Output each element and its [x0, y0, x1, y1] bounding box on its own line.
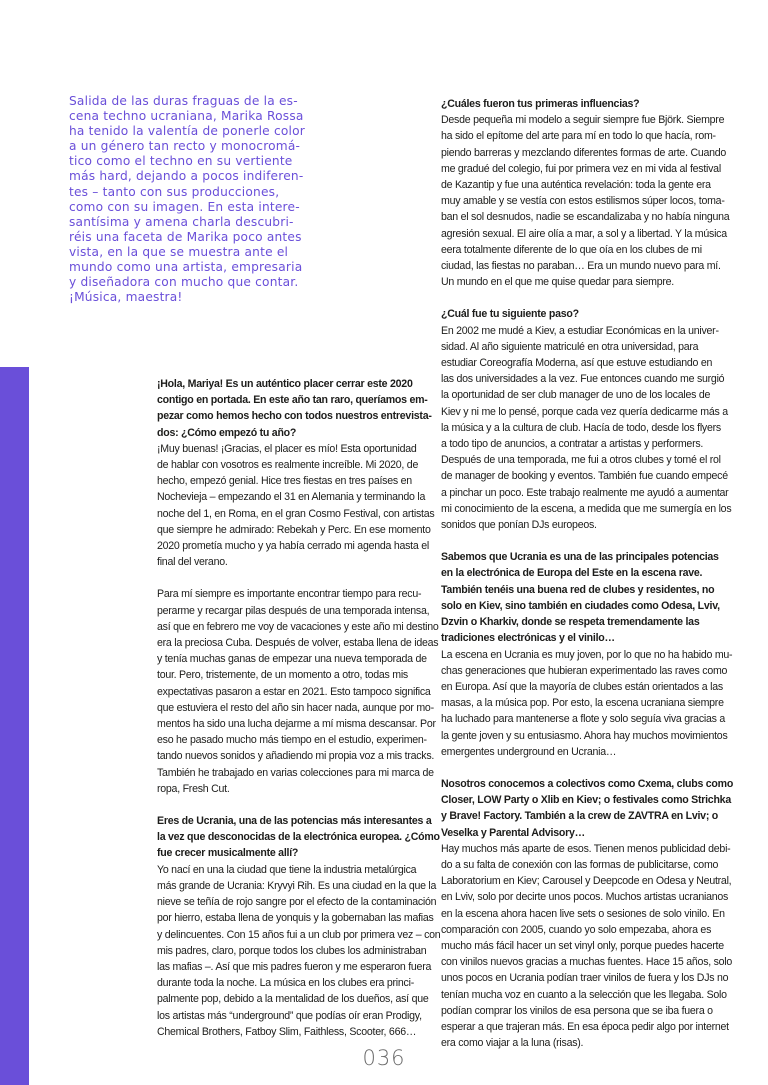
text-line: emergentes underground en Ucrania…	[441, 745, 617, 758]
interview-question	[441, 776, 734, 841]
text-line: era la preciosa Cuba. Después de volver, estaba llena de ideas	[157, 637, 439, 650]
intro-line: ¡Música, maestra!	[69, 290, 183, 305]
text-line: de Kazantip y fue una auténtica revelación: toda la gente era	[441, 179, 711, 192]
interview-question	[441, 306, 721, 322]
interview-question	[157, 813, 440, 862]
intro-line: como con su imagen. En esta intere-	[69, 199, 300, 214]
text-line: que siempre he admirado: Rebekah y Perc. En ese momento	[157, 523, 431, 536]
text-line: final del verano.	[157, 556, 228, 569]
text-line: con vinilos nuevos gracias a muchas fuentes. Hace 15 años, solo	[441, 956, 733, 969]
intro-line: Salida de las duras fraguas de la es-	[69, 94, 298, 108]
text-line: esperar a que trajeran más. En esa época pedir algo por internet	[441, 1020, 729, 1033]
text-line: contigo en portada. En este año tan raro, queríamos em-	[157, 394, 428, 407]
text-line: y tenía muchas ganas de empezar una nueva temporada de	[157, 653, 427, 666]
paragraph-gap	[157, 570, 420, 586]
text-line: la oportunidad de ser club manager de uno de los locales de	[441, 389, 711, 402]
text-line: de hablar con vosotros es realmente increíble. Mi 2020, de	[157, 459, 419, 472]
text-line: ciudad, las fiestas no paraban… Era un mundo nuevo para mí.	[441, 260, 721, 273]
interview-answer	[157, 586, 439, 797]
text-line: La escena en Ucrania es muy joven, por lo que no ha habido mu-	[441, 648, 733, 661]
text-line: a pinchar un poco. Este trabajo realmente me ayudó a aumentar	[441, 486, 729, 499]
text-line: tando nuevos sonidos y añadiendo mi propia voz a mis tracks.	[157, 750, 435, 763]
text-line: En 2002 me mudé a Kiev, a estudiar Económicas en la univer-	[441, 324, 719, 337]
text-line: tradiciones electrónicas y el vinilo…	[441, 632, 615, 645]
text-line: me gradué del colegio, fui por primera vez en mi vida al festival	[441, 162, 721, 175]
text-line: Después de una temporada, me fui a otros clubes y tomé el rol	[441, 454, 721, 467]
text-line: mis padres, claro, porque todos los clubes los administraban	[157, 944, 427, 957]
text-line: mucho más fácil hacer un set vinyl only, porque puedes hacerte	[441, 939, 724, 952]
text-line: do a su falta de conexión con las formas de publicitarse, como	[441, 858, 719, 871]
interview-answer	[157, 862, 441, 1040]
text-line: piendo barreras y mezclando diferentes formas de arte. Cuando	[441, 146, 727, 159]
text-line: Hay muchos más aparte de esos. Tienen menos publicidad debi-	[441, 842, 731, 855]
intro-line: más hard, dejando a pocos indiferen-	[69, 169, 304, 184]
text-line: chas generaciones que hubieran experimentado las raves como	[441, 664, 728, 677]
text-line: en la escena ahora hacen live sets o sesiones de solo vinilo. En	[441, 907, 725, 920]
page-number: 036	[362, 1046, 406, 1070]
intro-line: réis una faceta de Marika poco antes	[69, 229, 302, 244]
text-line: noche del 1, en Roma, en el gran Cosmo Festival, con artistas	[157, 507, 435, 520]
interview-answer	[441, 841, 733, 1052]
text-line: Para mí siempre es importante encontrar tiempo para recu-	[157, 588, 422, 601]
text-line: Chemical Brothers, Fatboy Slim, Faithless, Scooter, 666…	[157, 1025, 417, 1038]
text-line: También tenéis una buena red de clubes y residentes, no	[441, 583, 715, 596]
text-line: mentos ha sido una lucha dejarme a mí misma descansar. Por	[157, 718, 436, 731]
text-line: tenían mucha voz en cuanto a la selección que les llegaba. Solo	[441, 988, 727, 1001]
text-line: Dzvin o Kharkiv, donde se respeta tremendamente las	[441, 616, 700, 629]
text-line: eso he pasado mucho más tiempo en el estudio, experimen-	[157, 734, 427, 747]
text-line: Desde pequeña mi modelo a seguir siempre fue Björk. Siempre	[441, 114, 725, 127]
text-line: más grande de Ucrania: Kryvyi Rih. Es una ciudad en la que la	[157, 879, 437, 892]
text-line: unos pocos en Ucrania podían traer vinilos de fuera y los DJs no	[441, 972, 729, 985]
text-line: pezar como hemos hecho con todos nuestros entrevista-	[157, 410, 432, 423]
text-line: Nosotros conocemos a colectivos como Cxema, clubs como	[441, 777, 734, 790]
text-line: comparación con 2005, cuando yo solo empezaba, ahora es	[441, 923, 712, 936]
interview-question	[441, 549, 721, 646]
intro-line: santísima y amena charla descubri-	[69, 214, 294, 229]
text-line: ha luchado para mantenerse a flote y solo seguía viva gracias a	[441, 713, 725, 726]
text-line: ¿Cuál fue tu siguiente paso?	[441, 308, 579, 321]
text-line: También he trabajado en varias colecciones para mi marca de	[157, 766, 434, 779]
text-line: las dos universidades a la vez. Fue entonces cuando me surgió	[441, 373, 725, 386]
text-line: en la electrónica de Europa del Este en la escena rave.	[441, 567, 703, 580]
text-line: ropa, Fresh Cut.	[157, 782, 230, 795]
intro-line: ha tenido la valentía de ponerle color	[69, 124, 305, 139]
text-line: en Europa. Así que la mayoría de clubes están orientados a las	[441, 680, 723, 693]
text-line: en Lviv, solo por decirte unos pocos. Muchos artistas ucranianos	[441, 891, 729, 904]
text-line: podían comprar los vinilos de esa persona que se iba fuera o	[441, 1004, 713, 1017]
text-line: ¿Cuáles fueron tus primeras influencias?	[441, 98, 640, 110]
left-column	[157, 376, 441, 1040]
paragraph-gap	[157, 797, 420, 813]
text-line: agresión sexual. El aire olía a mar, a sol y a libertad. Y la música	[441, 227, 727, 240]
interview-answer	[441, 112, 730, 290]
text-line: nieve se teñía de rojo sangre por el efecto de la contaminación	[157, 896, 437, 909]
text-line: la gente joven y su entusiasmo. Ahora hay muchos movimientos	[441, 729, 728, 742]
text-line: expectativas pasaron a estar en 2021. Esto tampoco significa	[157, 685, 431, 698]
text-line: la música y a la cultura de club. Hacía de todo, desde los flyers	[441, 421, 721, 434]
interview-question	[441, 96, 721, 112]
intro-line: cena techno ucraniana, Marika Rossa	[69, 109, 304, 124]
text-line: Closer, LOW Party o Xlib en Kiev; o festivales como Strichka	[441, 794, 731, 807]
text-line: tour. Pero, tristemente, de un momento a otro, todas mis	[157, 669, 408, 682]
text-line: muy amable y se vestía con estos estilismos súper locos, toma-	[441, 195, 725, 208]
text-line: durante toda la noche. La música en los clubes era princi-	[157, 977, 414, 990]
text-line: Un mundo en el que me quise quedar para siempre.	[441, 276, 674, 289]
text-line: la vez que desconocidas de la electrónica europea. ¿Cómo	[157, 831, 440, 844]
text-line: Sabemos que Ucrania es una de las principales potencias	[441, 551, 719, 564]
intro-line: vista, en la que se muestra ante el	[69, 244, 289, 259]
text-line: dos: ¿Cómo empezó tu año?	[157, 426, 297, 439]
text-line: a todo tipo de anuncios, a contratar a artistas y performers.	[441, 438, 704, 451]
text-line: palmente pop, debido a la mentalidad de los dueños, así que	[157, 993, 429, 1006]
paragraph-gap	[441, 533, 721, 549]
paragraph-gap	[441, 290, 721, 306]
intro-line: tico como el techno en su vertiente	[69, 154, 293, 169]
interview-answer	[441, 323, 732, 534]
text-line: eera totalmente diferente de lo que oía en los clubes de mi	[441, 243, 702, 256]
text-line: ban el sol desnudos, nadie se escandalizaba y no había ninguna	[441, 211, 730, 224]
text-line: Eres de Ucrania, una de las potencias más interesantes a	[157, 815, 432, 828]
text-line: 2020 prometía mucho y ya había cerrado mi agenda hasta el	[157, 540, 429, 553]
text-line: y delincuentes. Con 15 años fui a un club por primera vez – con	[157, 928, 441, 941]
right-column	[441, 96, 734, 1051]
interview-question	[157, 376, 432, 441]
text-line: era como viajar a la luna (risas).	[441, 1037, 584, 1050]
text-line: estudiar Coreografía Moderna, así que estuve estudiando en	[441, 357, 713, 370]
text-line: los artistas más “underground” que podías oír eran Prodigy,	[157, 1009, 422, 1022]
intro-line: mundo como una artista, empresaria	[69, 260, 303, 275]
text-line: las mafias –. Así que mis padres fueron y me esperaron fuera	[157, 960, 432, 973]
side-accent-bar	[0, 367, 29, 1085]
text-line: de manager de booking y eventos. También fue cuando empecé	[441, 470, 728, 483]
interview-answer	[157, 441, 435, 571]
text-line: fue crecer musicalmente allí?	[157, 847, 299, 860]
text-line: Nochevieja – empezando el 31 en Alemania y terminando la	[157, 491, 426, 504]
text-line: ¡Muy buenas! ¡Gracias, el placer es mío! Esta oportunidad	[157, 442, 417, 455]
text-line: Laboratorium en Kiev; Carousel y Deepcode en Odesa y Neutral,	[441, 875, 732, 888]
text-line: y Brave! Factory. También a la crew de ZAVTRA en Lviv; o	[441, 810, 719, 823]
text-line: hecho, empezó genial. Hice tres fiestas en tres países en	[157, 475, 412, 488]
text-line: solo en Kiev, sino también en ciudades como Odesa, Lviv,	[441, 599, 720, 612]
intro-line: a un género tan recto y monocromá-	[69, 139, 301, 154]
intro-paragraph	[69, 94, 369, 305]
text-line: perarme y recargar pilas después de una temporada intensa,	[157, 604, 430, 617]
text-line: Veselka y Parental Advisory…	[441, 826, 585, 839]
interview-answer	[441, 647, 733, 760]
intro-line: tes – tanto con sus producciones,	[69, 184, 280, 199]
text-line: ha sido el epítome del arte para mí en todo lo que hacía, rom-	[441, 130, 716, 143]
text-line: por hierro, estaba llena de yonquis y la gobernaban las mafias	[157, 912, 434, 925]
text-line: Yo nací en una la ciudad que tiene la industria metalúrgica	[157, 863, 417, 876]
text-line: mi conocimiento de la escena, a medida que me sumergía en los	[441, 502, 732, 515]
intro-line: y diseñadora con mucho que contar.	[69, 275, 299, 290]
text-line: masas, a la música pop. Por esto, la escena ucraniana siempre	[441, 697, 724, 710]
text-line: sonidos que ponían DJs europeos.	[441, 519, 597, 532]
text-line: así que en febrero me voy de vacaciones y este año mi destino	[157, 620, 439, 633]
text-line: Kiev y ni me lo pensé, porque cada vez quería dedicarme más a	[441, 405, 728, 418]
text-line: ¡Hola, Mariya! Es un auténtico placer cerrar este 2020	[157, 378, 413, 390]
text-line: que estuviera el resto del año sin hacer nada, aunque por mo-	[157, 701, 434, 714]
text-line: sidad. Al año siguiente matriculé en otra universidad, para	[441, 340, 699, 353]
paragraph-gap	[441, 760, 721, 776]
